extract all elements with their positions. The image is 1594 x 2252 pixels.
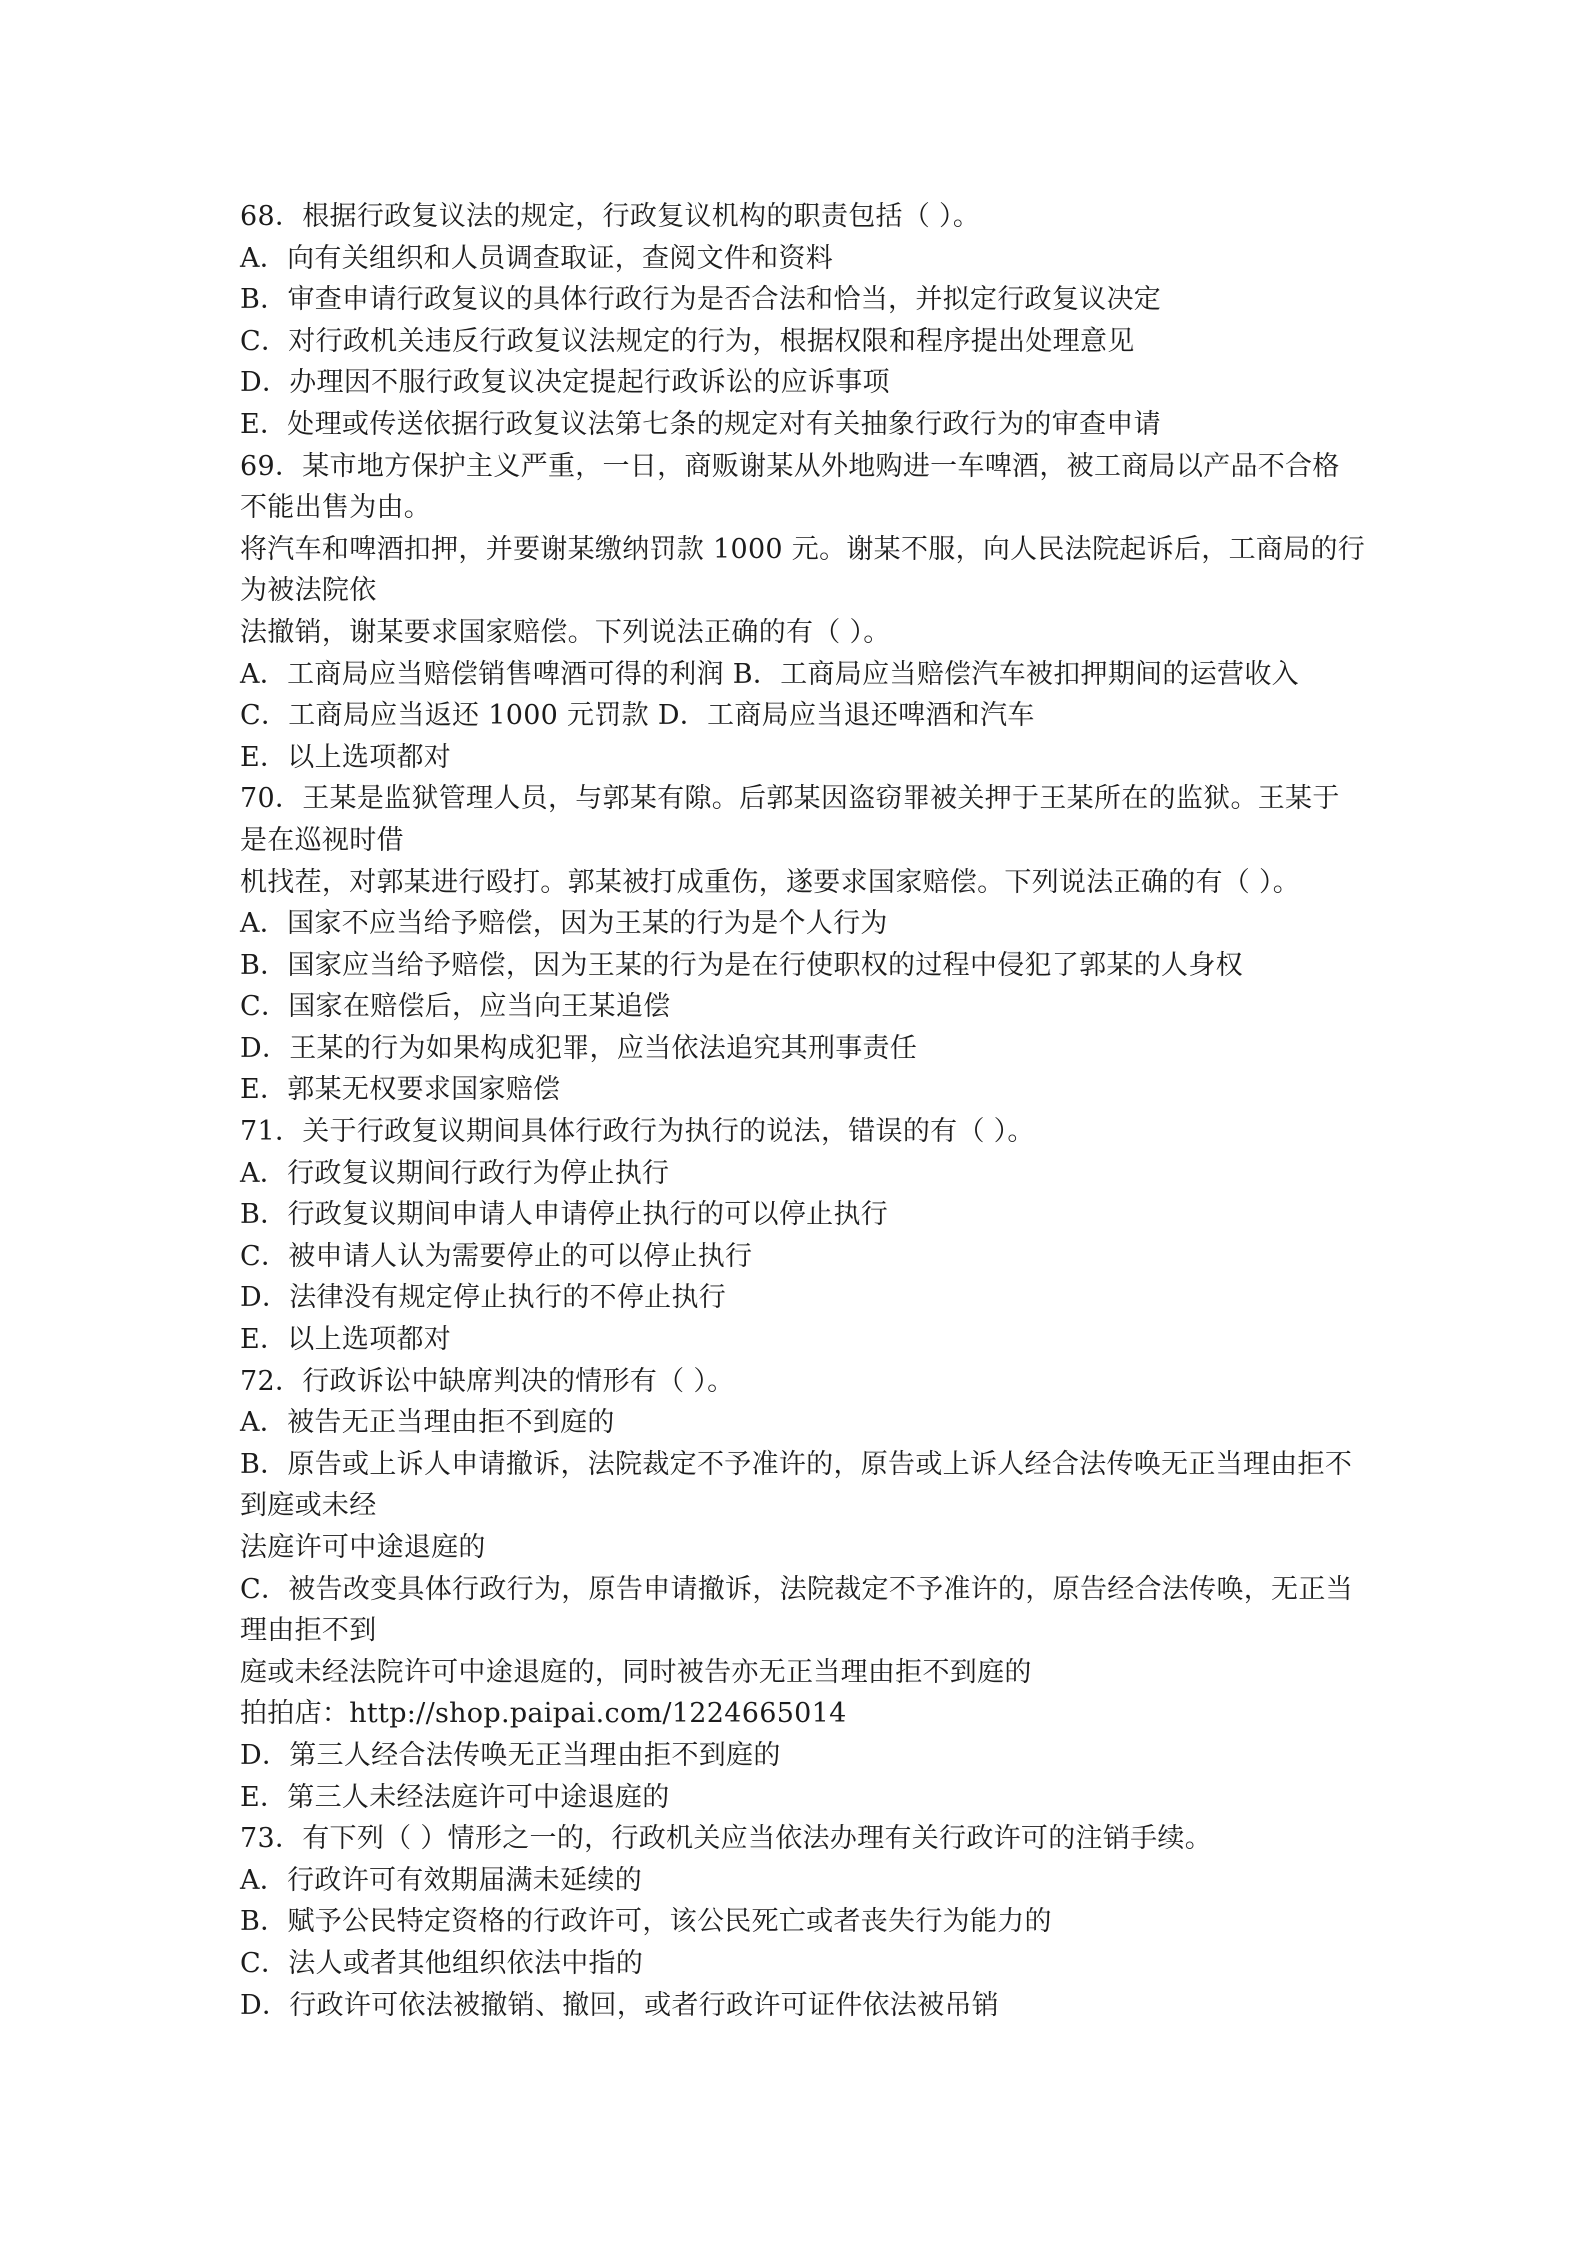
question-68-option-d: D．办理因不服行政复议决定提起行政诉讼的应诉事项 (240, 367, 890, 399)
question-71-option-a: A．行政复议期间行政行为停止执行 (240, 1157, 670, 1189)
question-68-option-a: A．向有关组织和人员调查取证，查阅文件和资料 (240, 242, 834, 274)
question-73-option-a: A．行政许可有效期届满未延续的 (240, 1864, 642, 1896)
question-71-stem: 71．关于行政复议期间具体行政行为执行的说法，错误的有（ ）。 (240, 1116, 1035, 1148)
question-73-option-b: B．赋予公民特定资格的行政许可，该公民死亡或者丧失行为能力的 (240, 1906, 1052, 1938)
question-68-option-e: E．处理或传送依据行政复议法第七条的规定对有关抽象行政行为的审查申请 (240, 408, 1161, 440)
question-69-options-a-b: A．工商局应当赔偿销售啤酒可得的利润 B．工商局应当赔偿汽车被扣押期间的运营收入 (240, 658, 1299, 690)
question-70-option-e: E．郭某无权要求国家赔偿 (240, 1074, 561, 1106)
question-68-stem: 68．根据行政复议法的规定，行政复议机构的职责包括（ ）。 (240, 201, 981, 232)
question-71-option-c: C．被申请人认为需要停止的可以停止执行 (240, 1240, 753, 1272)
question-71-option-d: D．法律没有规定停止执行的不停止执行 (240, 1282, 727, 1314)
question-69-stem-line-2: 不能出售为由。 (240, 492, 432, 524)
question-72-option-b-line-2: 到庭或未经 (240, 1490, 377, 1522)
question-70-stem-line-2: 是在巡视时借 (240, 824, 404, 856)
question-72-option-c-line-2: 理由拒不到 (240, 1615, 377, 1647)
question-70-option-d: D．王某的行为如果构成犯罪，应当依法追究其刑事责任 (240, 1032, 918, 1064)
question-70-stem-line-1: 70．王某是监狱管理人员，与郭某有隙。后郭某因盗窃罪被关押于王某所在的监狱。王某于 (240, 783, 1340, 815)
document-body (240, 196, 1370, 2026)
question-73-option-c: C．法人或者其他组织依法中指的 (240, 1947, 644, 1979)
question-68-option-b: B．审查申请行政复议的具体行政行为是否合法和恰当，并拟定行政复议决定 (240, 284, 1162, 316)
shop-link-line: 拍拍店：http://shop.paipai.com/1224665014 (240, 1698, 847, 1730)
question-69-stem-line-3: 将汽车和啤酒扣押，并要谢某缴纳罚款 1000 元。谢某不服，向人民法院起诉后，工商局的行 (240, 533, 1366, 565)
question-69-stem-line-4: 为被法院依 (240, 575, 377, 607)
question-70-option-c: C．国家在赔偿后，应当向王某追偿 (240, 991, 671, 1023)
question-71-option-e: E．以上选项都对 (240, 1324, 452, 1356)
question-73-stem: 73．有下列（ ）情形之一的，行政机关应当依法办理有关行政许可的注销手续。 (240, 1823, 1213, 1855)
question-71-option-b: B．行政复议期间申请人申请停止执行的可以停止执行 (240, 1199, 889, 1231)
question-70-option-a: A．国家不应当给予赔偿，因为王某的行为是个人行为 (240, 908, 888, 940)
question-72-option-b-line-3: 法庭许可中途退庭的 (240, 1532, 486, 1563)
question-69-stem-line-5: 法撤销，谢某要求国家赔偿。下列说法正确的有（ ）。 (240, 616, 891, 648)
question-72-option-a: A．被告无正当理由拒不到庭的 (240, 1407, 615, 1439)
question-69-options-c-d: C．工商局应当返还 1000 元罚款 D．工商局应当退还啤酒和汽车 (240, 700, 1035, 732)
question-72-option-c-line-1: C．被告改变具体行政行为，原告申请撤诉，法院裁定不予准许的，原告经合法传唤，无正当 (240, 1573, 1353, 1605)
question-72-option-d: D．第三人经合法传唤无正当理由拒不到庭的 (240, 1739, 781, 1771)
question-72-option-e: E．第三人未经法庭许可中途退庭的 (240, 1781, 670, 1813)
question-68-option-c: C．对行政机关违反行政复议法规定的行为，根据权限和程序提出处理意见 (240, 325, 1135, 357)
question-72-option-b-line-1: B．原告或上诉人申请撤诉，法院裁定不予准许的，原告或上诉人经合法传唤无正当理由拒不 (240, 1448, 1353, 1480)
question-70-stem-line-3: 机找茬，对郭某进行殴打。郭某被打成重伤，遂要求国家赔偿。下列说法正确的有（ ）。 (240, 866, 1301, 898)
question-72-stem: 72．行政诉讼中缺席判决的情形有（ ）。 (240, 1365, 735, 1397)
question-73-option-d: D．行政许可依法被撤销、撤回，或者行政许可证件依法被吊销 (240, 1989, 1000, 2021)
question-69-stem-line-1: 69．某市地方保护主义严重，一日，商贩谢某从外地购进一车啤酒，被工商局以产品不合格 (240, 450, 1340, 482)
question-72-option-c-line-3: 庭或未经法院许可中途退庭的，同时被告亦无正当理由拒不到庭的 (240, 1656, 1032, 1688)
question-69-option-e: E．以上选项都对 (240, 741, 452, 773)
question-70-option-b: B．国家应当给予赔偿，因为王某的行为是在行使职权的过程中侵犯了郭某的人身权 (240, 949, 1243, 981)
